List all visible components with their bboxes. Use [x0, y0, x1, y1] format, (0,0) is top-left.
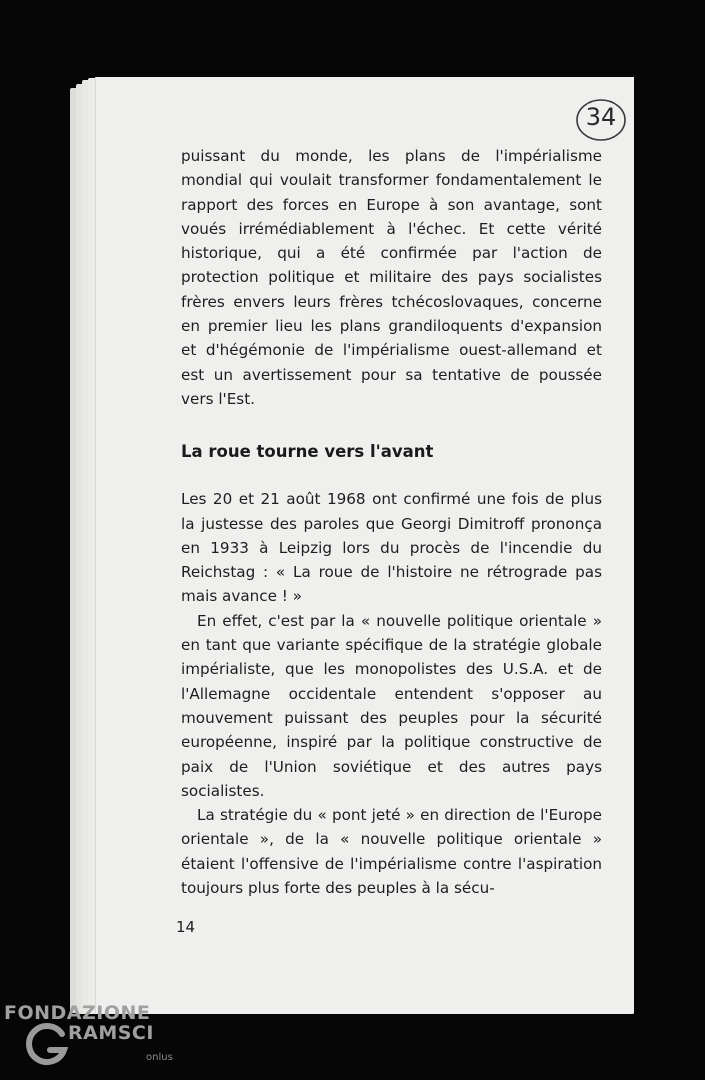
paragraph-top: puissant du monde, les plans de l'impérialisme mondial qui voulait transformer fondamentalement le rapport des forces en Europe à son avantage, sont voués irrémédiablement à l'échec. Et cette vérité historique, qui a été confirmée par l'action de protection politique et militaire des pays socialistes frères envers leurs frères tchécoslovaques, concerne en premier lieu les plans grandiloquents d'expansion et d'hégémonie de l'impérialisme ouest-allemand et est un avertissement pour sa tentative de poussée vers l'Est.: [181, 147, 602, 408]
watermark-line2: RAMSCI: [68, 1022, 154, 1044]
watermark-line1: FONDAZIONE: [4, 1002, 151, 1024]
watermark-g-icon: [26, 1022, 70, 1066]
body-text: [181, 144, 602, 900]
paragraph-1: Les 20 et 21 août 1968 ont confirmé une fois de plus la justesse des paroles que Georgi Dimitroff prononça en 1933 à Leipzig lors du procès de l'incendie du Reichstag : « La roue de l'histoire ne rétrograde pas mais avance ! »: [181, 490, 602, 606]
paragraph-3: La stratégie du « pont jeté » en direction de l'Europe orientale », de la « nouvelle politique orientale » étaient l'offensive de l'impérialisme contre l'aspiration toujours plus forte des peuples à la sécu-: [181, 806, 602, 898]
archive-stamp: [575, 97, 627, 143]
paragraph-2: En effet, c'est par la « nouvelle politique orientale » en tant que variante spécifique de la stratégie globale impérialiste, que les monopolistes des U.S.A. et de l'Allemagne occidentale entendent s'opposer au mouvement puissant des peuples pour la sécurité européenne, inspiré par la politique constructive de paix de l'Union soviétique et des autres pays socialistes.: [181, 611, 602, 800]
watermark-suffix: onlus: [146, 1052, 173, 1063]
watermark-logo: [4, 1000, 184, 1080]
archive-stamp-number: 34: [585, 103, 617, 131]
page-number: 14: [176, 918, 196, 936]
section-heading: La roue tourne vers l'avant: [181, 442, 434, 462]
